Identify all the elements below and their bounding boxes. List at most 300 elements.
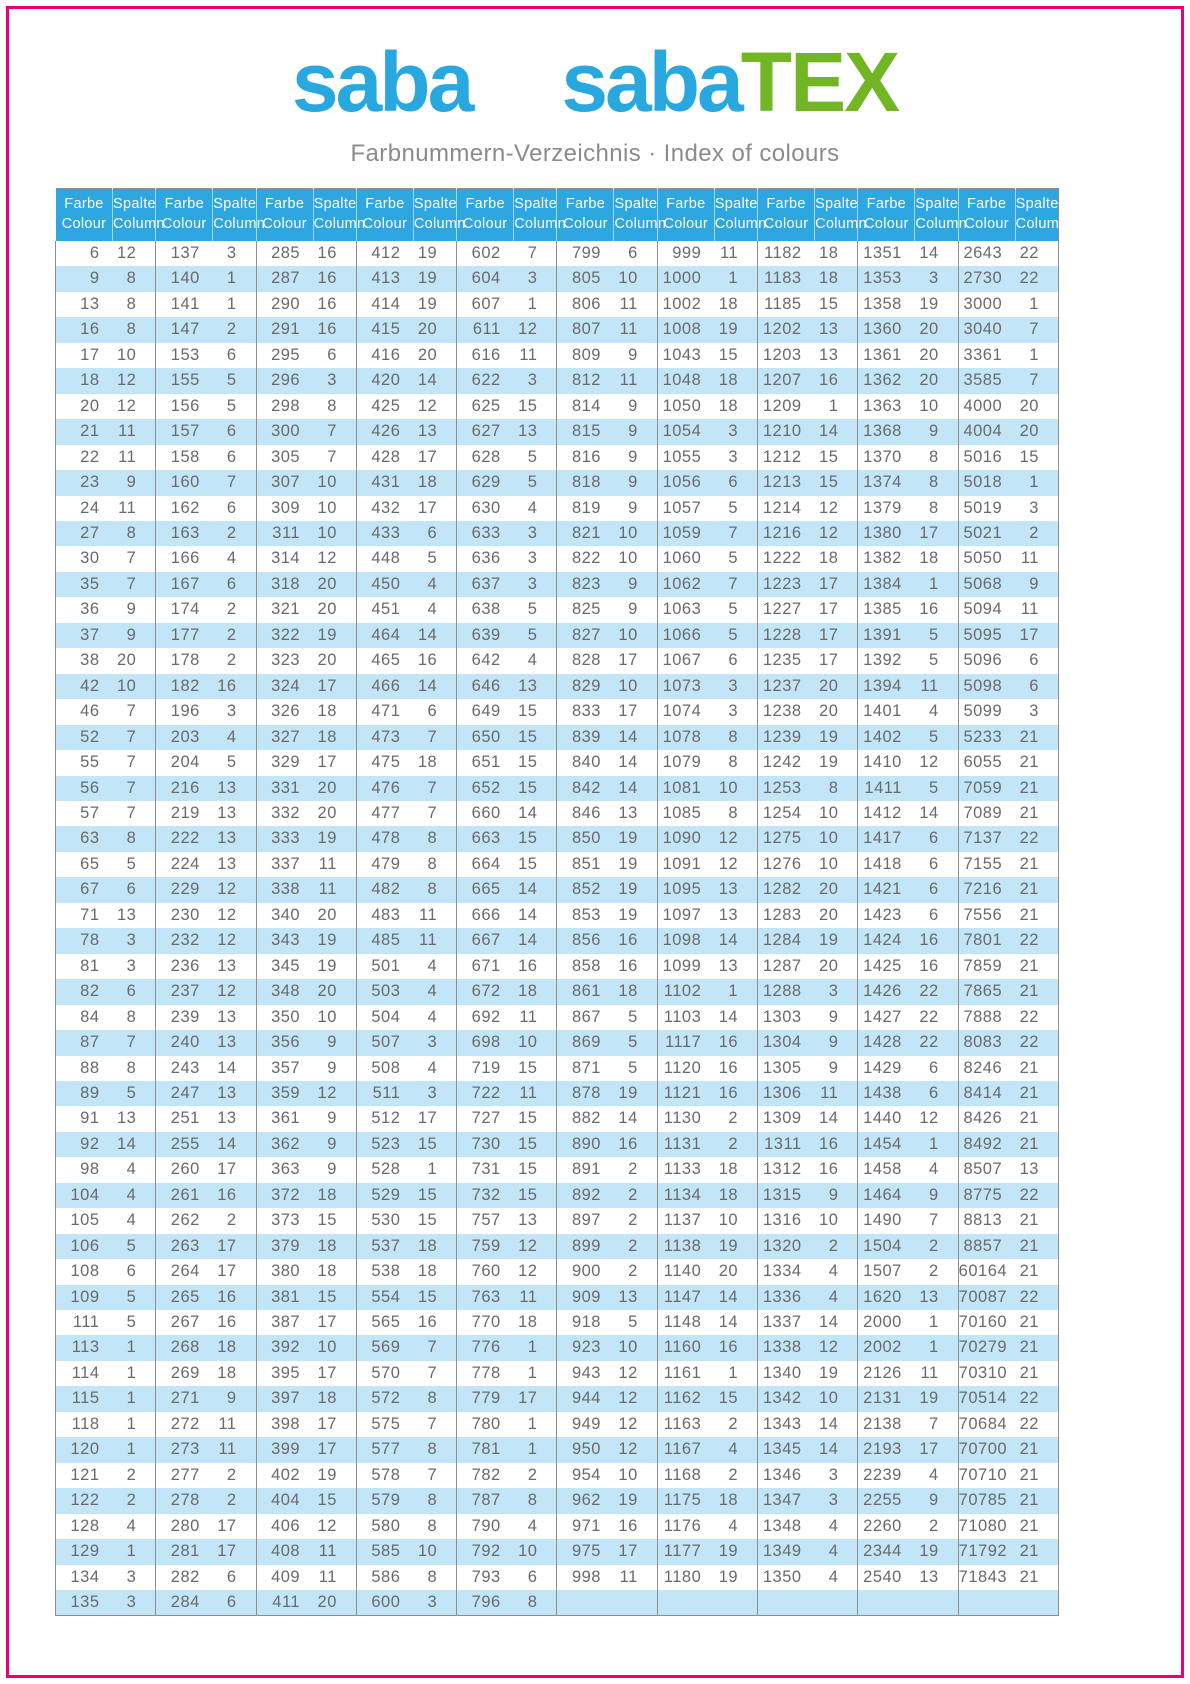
farbe-cell: 278 <box>156 1488 213 1513</box>
spalte-cell: 21 <box>1019 1567 1039 1586</box>
spalte-cell: 4 <box>527 498 538 517</box>
farbe-cell: 2239 <box>858 1463 915 1488</box>
spalte-cell: 2 <box>226 600 237 619</box>
spalte-cell: 5 <box>527 473 538 492</box>
farbe-cell: 1103 <box>657 1005 714 1030</box>
spalte-cell: 1 <box>527 1338 538 1357</box>
table-row <box>56 266 1059 291</box>
farbe-cell: 23 <box>56 470 113 495</box>
spalte-cell: 4 <box>126 1516 137 1535</box>
spalte-cell: 18 <box>819 269 839 288</box>
spalte-cell: 16 <box>819 1134 839 1153</box>
farbe-cell: 507 <box>356 1030 413 1055</box>
spalte-cell: 12 <box>217 982 237 1001</box>
farbe-cell: 428 <box>356 445 413 470</box>
spalte-cell: 14 <box>919 244 939 262</box>
spalte-cell: 11 <box>318 880 337 899</box>
farbe-cell: 1427 <box>858 1005 915 1030</box>
farbe-cell: 475 <box>356 750 413 775</box>
spalte-cell: 10 <box>919 396 939 415</box>
table-row <box>56 648 1059 673</box>
farbe-cell: 70514 <box>958 1386 1015 1411</box>
spalte-cell: 17 <box>819 600 839 619</box>
spalte-cell: 18 <box>819 549 839 568</box>
spalte-cell: 7 <box>327 447 337 466</box>
farbe-cell: 224 <box>156 852 213 877</box>
farbe-cell: 1162 <box>657 1386 714 1411</box>
farbe-cell: 1081 <box>657 776 714 801</box>
farbe-cell: 962 <box>557 1488 614 1513</box>
spalte-cell: 3 <box>427 1083 438 1102</box>
spalte-cell: 13 <box>217 1083 237 1102</box>
spalte-cell: 14 <box>217 1058 237 1077</box>
header-spalte-column: Spalte Column <box>113 189 156 242</box>
farbe-cell: 616 <box>457 343 514 368</box>
header-farbe-colour: Farbe Colour <box>256 189 313 242</box>
farbe-cell: 1202 <box>758 317 815 342</box>
table-row <box>56 1437 1059 1462</box>
farbe-cell <box>657 1590 714 1616</box>
spalte-cell <box>1015 1590 1058 1616</box>
table-row <box>56 317 1059 342</box>
farbe-cell: 1423 <box>858 903 915 928</box>
farbe-cell: 7801 <box>958 928 1015 953</box>
farbe-cell: 4004 <box>958 419 1015 444</box>
spalte-cell: 14 <box>618 1109 638 1128</box>
spalte-cell: 11 <box>519 345 538 364</box>
farbe-cell: 473 <box>356 725 413 750</box>
table-row <box>56 368 1059 393</box>
spalte-cell: 7 <box>126 727 137 746</box>
farbe-cell: 852 <box>557 877 614 902</box>
farbe-cell: 1351 <box>858 241 915 266</box>
spalte-cell: 8 <box>427 854 438 873</box>
spalte-cell: 3 <box>327 371 337 390</box>
farbe-cell: 409 <box>256 1565 313 1590</box>
spalte-cell: 15 <box>518 1058 538 1077</box>
spalte-cell: 10 <box>618 676 638 695</box>
header-spalte-column: Spalte Column <box>815 189 858 242</box>
spalte-cell: 2 <box>126 1465 137 1484</box>
farbe-cell: 1239 <box>758 725 815 750</box>
spalte-cell: 18 <box>317 727 337 746</box>
table-row <box>56 852 1059 877</box>
farbe-cell: 404 <box>256 1488 313 1513</box>
farbe-cell: 27 <box>56 521 113 546</box>
spalte-cell: 12 <box>819 498 839 517</box>
farbe-cell: 1185 <box>758 292 815 317</box>
spalte-cell: 6 <box>226 574 237 593</box>
table-row <box>56 419 1059 444</box>
farbe-cell: 2260 <box>858 1514 915 1539</box>
spalte-cell: 1 <box>126 1542 137 1561</box>
spalte-cell: 7 <box>928 1211 939 1230</box>
spalte-cell: 17 <box>217 1516 237 1535</box>
farbe-cell: 814 <box>557 394 614 419</box>
farbe-cell: 667 <box>457 928 514 953</box>
spalte-cell: 2 <box>728 1465 739 1484</box>
spalte-cell: 6 <box>728 473 739 492</box>
spalte-cell: 17 <box>317 753 337 772</box>
farbe-cell <box>858 1590 915 1616</box>
farbe-cell: 731 <box>457 1157 514 1182</box>
header-farbe-colour: Farbe Colour <box>356 189 413 242</box>
farbe-cell: 162 <box>156 496 213 521</box>
spalte-cell: 1 <box>126 1338 137 1357</box>
spalte-cell: 7 <box>427 727 438 746</box>
spalte-cell: 14 <box>819 1109 839 1128</box>
spalte-cell: 3 <box>828 1465 839 1484</box>
spalte-cell: 11 <box>519 1287 538 1306</box>
spalte-cell: 21 <box>1019 1465 1039 1484</box>
spalte-cell: 4 <box>928 702 939 721</box>
spalte-cell: 8 <box>427 1516 438 1535</box>
table-row <box>56 954 1059 979</box>
farbe-cell: 607 <box>457 292 514 317</box>
farbe-cell: 949 <box>557 1412 614 1437</box>
table-row <box>56 394 1059 419</box>
spalte-cell: 10 <box>317 523 337 542</box>
spalte-cell: 7 <box>427 1414 438 1433</box>
spalte-cell: 13 <box>518 422 538 441</box>
farbe-cell: 1315 <box>758 1183 815 1208</box>
farbe-cell: 415 <box>356 317 413 342</box>
spalte-cell: 4 <box>928 1160 939 1179</box>
farbe-cell: 1214 <box>758 496 815 521</box>
farbe-cell: 70684 <box>958 1412 1015 1437</box>
farbe-cell: 5021 <box>958 521 1015 546</box>
spalte-cell: 9 <box>327 1134 337 1153</box>
spalte-cell: 9 <box>327 1058 337 1077</box>
farbe-cell: 67 <box>56 877 113 902</box>
spalte-cell: 20 <box>1019 396 1039 415</box>
spalte-cell: 6 <box>1029 651 1039 670</box>
farbe-cell: 816 <box>557 445 614 470</box>
spalte-cell: 11 <box>619 320 638 339</box>
spalte-cell: 3 <box>1029 498 1039 517</box>
spalte-cell: 4 <box>427 956 438 975</box>
spalte-cell: 16 <box>718 1058 739 1077</box>
spalte-cell: 17 <box>1019 625 1039 644</box>
spalte-cell: 16 <box>819 1160 839 1179</box>
spalte-cell: 2 <box>628 1262 638 1281</box>
farbe-cell: 663 <box>457 826 514 851</box>
farbe-cell: 8775 <box>958 1183 1015 1208</box>
farbe-cell: 1336 <box>758 1285 815 1310</box>
farbe-cell: 1362 <box>858 368 915 393</box>
farbe-cell: 1350 <box>758 1565 815 1590</box>
farbe-cell: 1095 <box>657 877 714 902</box>
farbe-cell: 604 <box>457 266 514 291</box>
spalte-cell: 16 <box>819 371 839 390</box>
spalte-cell: 8 <box>327 396 337 415</box>
farbe-cell: 1063 <box>657 597 714 622</box>
farbe-cell: 300 <box>256 419 313 444</box>
farbe-cell: 628 <box>457 445 514 470</box>
spalte-cell: 22 <box>1019 1389 1039 1408</box>
spalte-cell: 1 <box>928 1338 939 1357</box>
farbe-cell: 350 <box>256 1005 313 1030</box>
spalte-cell: 6 <box>226 422 237 441</box>
farbe-cell: 174 <box>156 597 213 622</box>
spalte-cell: 13 <box>217 803 237 822</box>
spalte-cell: 19 <box>417 244 438 262</box>
table-row <box>56 623 1059 648</box>
farbe-cell <box>557 1590 614 1616</box>
spalte-cell: 8 <box>126 294 137 313</box>
farbe-cell: 272 <box>156 1412 213 1437</box>
spalte-cell: 20 <box>718 1262 739 1281</box>
spalte-cell: 12 <box>317 1083 337 1102</box>
farbe-cell: 219 <box>156 801 213 826</box>
header-farbe-colour: Farbe Colour <box>958 189 1015 242</box>
spalte-cell: 20 <box>1019 422 1039 441</box>
farbe-cell: 478 <box>356 826 413 851</box>
spalte-cell: 20 <box>317 778 337 797</box>
spalte-cell: 11 <box>118 447 137 466</box>
table-row <box>56 903 1059 928</box>
farbe-cell: 1411 <box>858 776 915 801</box>
spalte-cell: 8 <box>126 1058 137 1077</box>
farbe-cell: 60164 <box>958 1259 1015 1284</box>
farbe-cell: 281 <box>156 1539 213 1564</box>
spalte-cell: 12 <box>819 1338 839 1357</box>
farbe-cell: 129 <box>56 1539 113 1564</box>
spalte-cell: 10 <box>618 625 638 644</box>
spalte-cell: 3 <box>527 523 538 542</box>
farbe-cell: 363 <box>256 1157 313 1182</box>
spalte-cell: 16 <box>317 244 337 262</box>
farbe-cell: 778 <box>457 1361 514 1386</box>
farbe-cell: 1464 <box>858 1183 915 1208</box>
farbe-cell: 6055 <box>958 750 1015 775</box>
spalte-cell: 14 <box>618 727 638 746</box>
spalte-cell: 20 <box>417 345 438 364</box>
spalte-cell: 19 <box>317 829 337 848</box>
header-farbe-colour: Farbe Colour <box>156 189 213 242</box>
spalte-cell <box>915 1590 958 1616</box>
spalte-cell: 4 <box>427 1058 438 1077</box>
farbe-cell: 160 <box>156 470 213 495</box>
spalte-cell: 15 <box>518 753 538 772</box>
spalte-cell: 8 <box>527 1593 538 1612</box>
farbe-cell: 642 <box>457 648 514 673</box>
spalte-cell: 13 <box>217 778 237 797</box>
farbe-cell: 1090 <box>657 826 714 851</box>
farbe-cell: 70160 <box>958 1310 1015 1335</box>
spalte-cell: 18 <box>518 982 538 1001</box>
spalte-cell: 7 <box>327 422 337 441</box>
spalte-cell: 7 <box>126 549 137 568</box>
farbe-cell: 1050 <box>657 394 714 419</box>
spalte-cell: 7 <box>427 1363 438 1382</box>
spalte-cell: 6 <box>427 702 438 721</box>
farbe-cell: 1345 <box>758 1437 815 1462</box>
spalte-cell: 5 <box>427 549 438 568</box>
farbe-cell: 1374 <box>858 470 915 495</box>
farbe-cell: 282 <box>156 1565 213 1590</box>
spalte-cell: 11 <box>820 1083 839 1102</box>
spalte-cell: 2 <box>628 1236 638 1255</box>
spalte-cell: 10 <box>116 345 137 364</box>
spalte-cell: 20 <box>317 574 337 593</box>
spalte-cell: 16 <box>217 676 237 695</box>
table-row <box>56 1361 1059 1386</box>
farbe-cell: 7859 <box>958 954 1015 979</box>
farbe-cell: 1401 <box>858 699 915 724</box>
farbe-cell: 569 <box>356 1335 413 1360</box>
farbe-cell: 825 <box>557 597 614 622</box>
farbe-cell: 730 <box>457 1132 514 1157</box>
farbe-cell: 760 <box>457 1259 514 1284</box>
farbe-cell: 732 <box>457 1183 514 1208</box>
farbe-cell: 776 <box>457 1335 514 1360</box>
spalte-cell: 3 <box>1029 702 1039 721</box>
spalte-cell: 16 <box>217 1185 237 1204</box>
farbe-cell: 867 <box>557 1005 614 1030</box>
spalte-cell: 15 <box>718 1389 739 1408</box>
farbe-cell: 372 <box>256 1183 313 1208</box>
spalte-cell: 8 <box>728 803 739 822</box>
farbe-cell: 392 <box>256 1335 313 1360</box>
spalte-cell: 9 <box>327 1109 337 1128</box>
spalte-cell: 13 <box>919 1287 939 1306</box>
farbe-cell: 1282 <box>758 877 815 902</box>
spalte-cell: 6 <box>928 905 939 924</box>
spalte-cell: 4 <box>427 1007 438 1026</box>
spalte-cell: 11 <box>619 371 638 390</box>
farbe-cell: 333 <box>256 826 313 851</box>
farbe-cell: 1207 <box>758 368 815 393</box>
farbe-cell: 822 <box>557 546 614 571</box>
spalte-cell: 14 <box>116 1134 137 1153</box>
farbe-cell: 1379 <box>858 496 915 521</box>
farbe-cell: 1059 <box>657 521 714 546</box>
farbe-cell: 261 <box>156 1183 213 1208</box>
spalte-cell: 12 <box>116 396 137 415</box>
farbe-cell: 24 <box>56 496 113 521</box>
farbe-cell: 361 <box>256 1106 313 1131</box>
spalte-cell: 17 <box>217 1262 237 1281</box>
farbe-cell: 8426 <box>958 1106 1015 1131</box>
spalte-cell: 21 <box>1019 1211 1039 1230</box>
spalte-cell: 19 <box>618 829 638 848</box>
farbe-cell: 477 <box>356 801 413 826</box>
farbe-cell: 815 <box>557 419 614 444</box>
spalte-cell: 1 <box>126 1414 137 1433</box>
farbe-cell: 295 <box>256 343 313 368</box>
spalte-cell: 20 <box>919 345 939 364</box>
farbe-cell: 158 <box>156 445 213 470</box>
farbe-cell: 78 <box>56 928 113 953</box>
spalte-cell: 15 <box>317 1287 337 1306</box>
spalte-cell: 15 <box>518 778 538 797</box>
spalte-cell: 9 <box>327 1160 337 1179</box>
farbe-cell: 113 <box>56 1335 113 1360</box>
spalte-cell: 17 <box>317 1313 337 1332</box>
farbe-cell: 8857 <box>958 1234 1015 1259</box>
farbe-cell: 1213 <box>758 470 815 495</box>
spalte-cell: 20 <box>317 803 337 822</box>
farbe-cell: 1210 <box>758 419 815 444</box>
farbe-cell: 853 <box>557 903 614 928</box>
farbe-cell: 37 <box>56 623 113 648</box>
spalte-cell: 13 <box>417 422 438 441</box>
spalte-cell: 6 <box>728 651 739 670</box>
table-row <box>56 572 1059 597</box>
spalte-cell: 19 <box>618 854 638 873</box>
farbe-cell: 828 <box>557 648 614 673</box>
table-row <box>56 801 1059 826</box>
spalte-cell: 10 <box>819 1211 839 1230</box>
spalte-cell: 3 <box>126 1567 137 1586</box>
farbe-cell: 575 <box>356 1412 413 1437</box>
header-spalte-column: Spalte Column <box>915 189 958 242</box>
farbe-cell: 1242 <box>758 750 815 775</box>
farbe-cell: 833 <box>557 699 614 724</box>
spalte-cell: 6 <box>928 1058 939 1077</box>
farbe-cell: 398 <box>256 1412 313 1437</box>
farbe-cell: 1163 <box>657 1412 714 1437</box>
table-row <box>56 521 1059 546</box>
spalte-cell: 7 <box>126 1033 137 1052</box>
spalte-cell: 5 <box>126 1236 137 1255</box>
farbe-cell: 671 <box>457 954 514 979</box>
farbe-cell: 1320 <box>758 1234 815 1259</box>
spalte-cell: 6 <box>226 1593 237 1612</box>
spalte-cell: 15 <box>417 1211 438 1230</box>
farbe-cell: 823 <box>557 572 614 597</box>
farbe-cell: 1147 <box>657 1285 714 1310</box>
farbe-cell: 1343 <box>758 1412 815 1437</box>
spalte-cell: 7 <box>928 1414 939 1433</box>
farbe-cell: 106 <box>56 1234 113 1259</box>
farbe-cell: 8492 <box>958 1132 1015 1157</box>
farbe-cell: 1490 <box>858 1208 915 1233</box>
farbe-cell: 426 <box>356 419 413 444</box>
spalte-cell: 9 <box>126 600 137 619</box>
farbe-cell: 891 <box>557 1157 614 1182</box>
spalte-cell: 5 <box>728 498 739 517</box>
spalte-cell: 15 <box>417 1287 438 1306</box>
spalte-cell: 19 <box>718 1567 739 1586</box>
spalte-cell: 9 <box>628 447 638 466</box>
spalte-cell: 10 <box>618 1338 638 1357</box>
farbe-cell: 999 <box>657 241 714 266</box>
farbe-cell: 36 <box>56 597 113 622</box>
spalte-cell: 14 <box>417 676 438 695</box>
farbe-cell: 1054 <box>657 419 714 444</box>
table-row <box>56 1132 1059 1157</box>
spalte-cell: 4 <box>828 1287 839 1306</box>
spalte-cell: 15 <box>417 1185 438 1204</box>
spalte-cell: 20 <box>819 676 839 695</box>
farbe-cell: 178 <box>156 648 213 673</box>
spalte-cell: 22 <box>919 1007 939 1026</box>
spalte-cell: 3 <box>728 422 739 441</box>
farbe-cell: 627 <box>457 419 514 444</box>
farbe-cell: 1235 <box>758 648 815 673</box>
spalte-cell: 18 <box>919 549 939 568</box>
header-farbe-colour: Farbe Colour <box>56 189 113 242</box>
spalte-cell: 7 <box>728 574 739 593</box>
spalte-cell: 9 <box>928 422 939 441</box>
spalte-cell: 19 <box>718 1542 739 1561</box>
header-farbe-colour: Farbe Colour <box>557 189 614 242</box>
farbe-cell: 1458 <box>858 1157 915 1182</box>
spalte-cell: 12 <box>618 1389 638 1408</box>
spalte-cell: 13 <box>116 1109 137 1128</box>
